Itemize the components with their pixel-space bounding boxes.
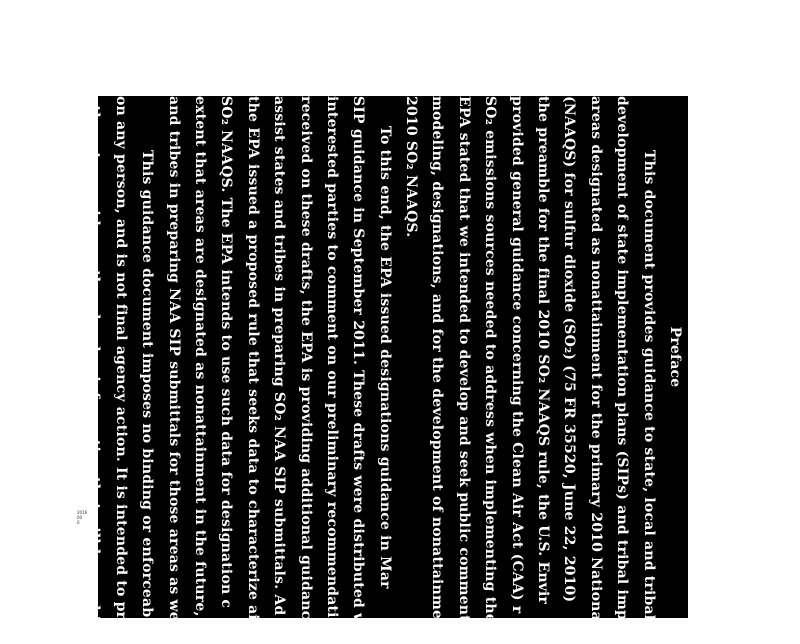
text-line: development of state implementation plans (SIPs) and tribal impl bbox=[614, 96, 631, 626]
text-line: SO₂ emissions sources needed to address when implementing the bbox=[482, 96, 499, 623]
text-line: SIP guidance in September 2011. These drafts were distributed w bbox=[350, 96, 367, 626]
text-line: the EPA issued a proposed rule that seeks data to characterize air bbox=[244, 96, 261, 628]
text-line: provided general guidance concerning the Clean Air Act (CAA) r bbox=[508, 96, 525, 614]
side-mark-line: 00 0 bbox=[77, 515, 83, 525]
text-line: interested parties to comment on our preliminary recommendatio bbox=[323, 96, 340, 628]
page-title: Preface bbox=[667, 326, 683, 388]
rotated-text-block bbox=[86, 96, 688, 644]
text-line: (NAAQS) for sulfur dioxide (SO₂) (75 FR 35520, June 22, 2010) bbox=[561, 96, 578, 603]
side-margin-mark bbox=[77, 510, 88, 525]
text-line: others to consider as they develop information that will be used in bbox=[86, 96, 103, 632]
text-line: areas designated as nonattainment for the primary 2010 National bbox=[587, 96, 604, 627]
text-line: received on these drafts, the EPA is providing additional guidanc bbox=[297, 96, 314, 620]
text-line: 2010 SO₂ NAAQS. bbox=[403, 96, 420, 238]
text-line: extent that areas are designated as nonattainment in the future, thi bbox=[191, 96, 208, 644]
text-line: modeling, designations, and for the development of nonattainmen bbox=[429, 96, 446, 630]
text-line: This document provides guidance to state, local and tribal bbox=[640, 150, 657, 621]
text-line: on any person, and is not final agency action. It is intended to pro bbox=[112, 96, 129, 629]
text-line: the preamble for the final 2010 SO₂ NAAQS rule, the U.S. Envir bbox=[535, 96, 552, 605]
text-line: This guidance document imposes no binding or enforceab bbox=[139, 150, 156, 618]
scanned-page bbox=[86, 96, 688, 644]
text-line: and tribes in preparing NAA SIP submittals for those areas as we bbox=[165, 96, 182, 621]
text-line: To this end, the EPA issued designations guidance in Mar bbox=[376, 126, 393, 589]
text-line: EPA stated that we intended to develop and seek public comment bbox=[455, 96, 472, 622]
text-line: assist states and tribes in preparing SO₂ NAA SIP submittals. Ad bbox=[271, 96, 288, 616]
side-mark-line: 2016 bbox=[77, 510, 88, 515]
text-line: SO₂ NAAQS. The EPA intends to use such data for designation c bbox=[218, 96, 235, 609]
